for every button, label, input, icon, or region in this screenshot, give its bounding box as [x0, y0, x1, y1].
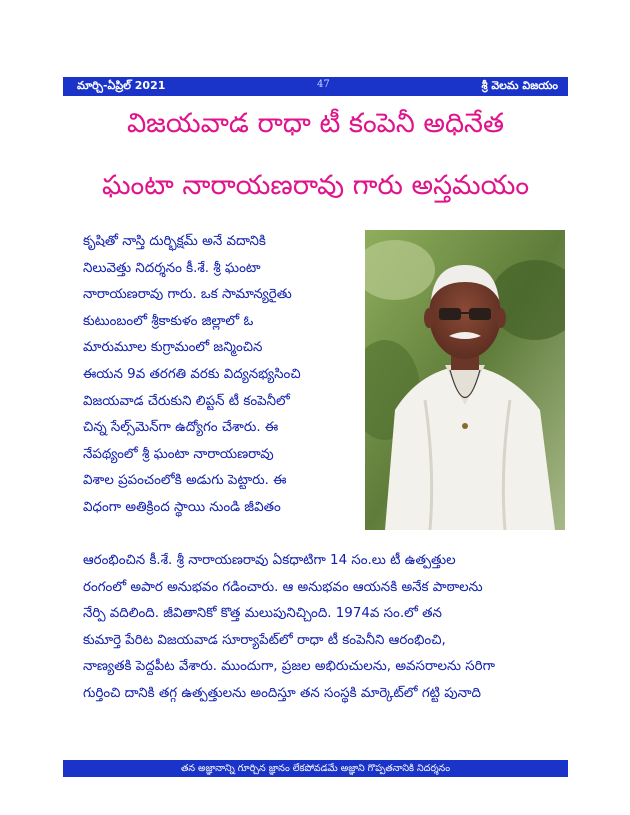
header-bar — [63, 77, 568, 96]
article-line: విశాల ప్రపంచంలోకి అడుగు పెట్టారు. ఈ — [83, 473, 287, 489]
magazine-name: శ్రీ వెలమ విజయం — [481, 79, 558, 92]
issue-date: మార్చి-ఏప్రిల్ 2021 — [77, 79, 166, 92]
article-line: రంగంలో అపార అనుభవం గడించారు. ఆ అనుభవం ఆయనకి అనేక పాఠాలను — [83, 579, 483, 595]
article-continuation — [83, 548, 568, 708]
article-line: నాణ్యతకి పెద్దపీట వేశారు. ముందుగా, ప్రజల అభిరుచులను, అవసరాలను సరిగా — [83, 659, 495, 675]
article-line: విజయవాడ చేరుకుని లిప్టన్ టీ కంపెనీలో — [83, 393, 290, 409]
article-line: నారాయణరావు గారు. ఒక సామాన్యరైతు — [83, 287, 292, 303]
article-line: కృషితో నాస్తి దుర్భిక్షమ్ అనే వదానికి — [83, 234, 266, 249]
page-number: 47 — [317, 79, 330, 90]
headline-line-2: ఘంటా నారాయణరావు గారు అస్తమయం — [101, 170, 530, 201]
article-line: చిన్న సేల్స్‌మెన్‌గా ఉద్యోగం చేశారు. ఈ — [83, 420, 279, 436]
article-column — [83, 229, 353, 522]
portrait-photo — [365, 230, 565, 530]
article-line: ఆరంభించిన కీ.శే. శ్రీ నారాయణరావు ఏకధాటిగా 14 సం.లు టీ ఉత్పత్తుల — [83, 553, 456, 568]
footer-quote-bar — [63, 760, 568, 777]
footer-quote: తన అజ్ఞానాన్ని గూర్చిన జ్ఞానం లేకపోవడమే అజ్ఞాని గొప్పతనానికి నిదర్శనం — [180, 763, 451, 774]
headline-line-1: విజయవాడ రాధా టీ కంపెనీ అధినేత — [126, 108, 505, 139]
article-line: కుమార్తె పేరిట విజయవాడ సూర్యాపేట్‌లో రాధా టీ కంపెనీని ఆరంభించి, — [83, 632, 446, 648]
article-line: మారుమూల కుగ్రామంలో జన్మించిన — [83, 340, 263, 356]
article-line: విధంగా అతిక్రింద స్థాయి నుండి జీవితం — [83, 499, 281, 515]
article-line: ఈయన 9వ తరగతి వరకు విద్యనభ్యసించి — [83, 366, 301, 382]
article-line: నేర్పి వదిలింది. జీవితానికో కొత్త మలుపునిచ్చింది. 1974వ సం.లో తన — [83, 606, 442, 622]
article-line: కుటుంబంలో శ్రీకాకుళం జిల్లాలో ఓ — [83, 313, 254, 329]
article-line: నేపథ్యంలో శ్రీ ఘంటా నారాయణరావు — [83, 446, 274, 462]
article-line: గుర్తించి దానికి తగ్గ ఉత్పత్తులను అందిస్తూ తన సంస్థకి మార్కెట్‌లో గట్టి పునాది — [83, 685, 481, 701]
article-line: నిలువెత్తు నిదర్శనం కీ.శే. శ్రీ ఘంటా — [83, 260, 261, 276]
